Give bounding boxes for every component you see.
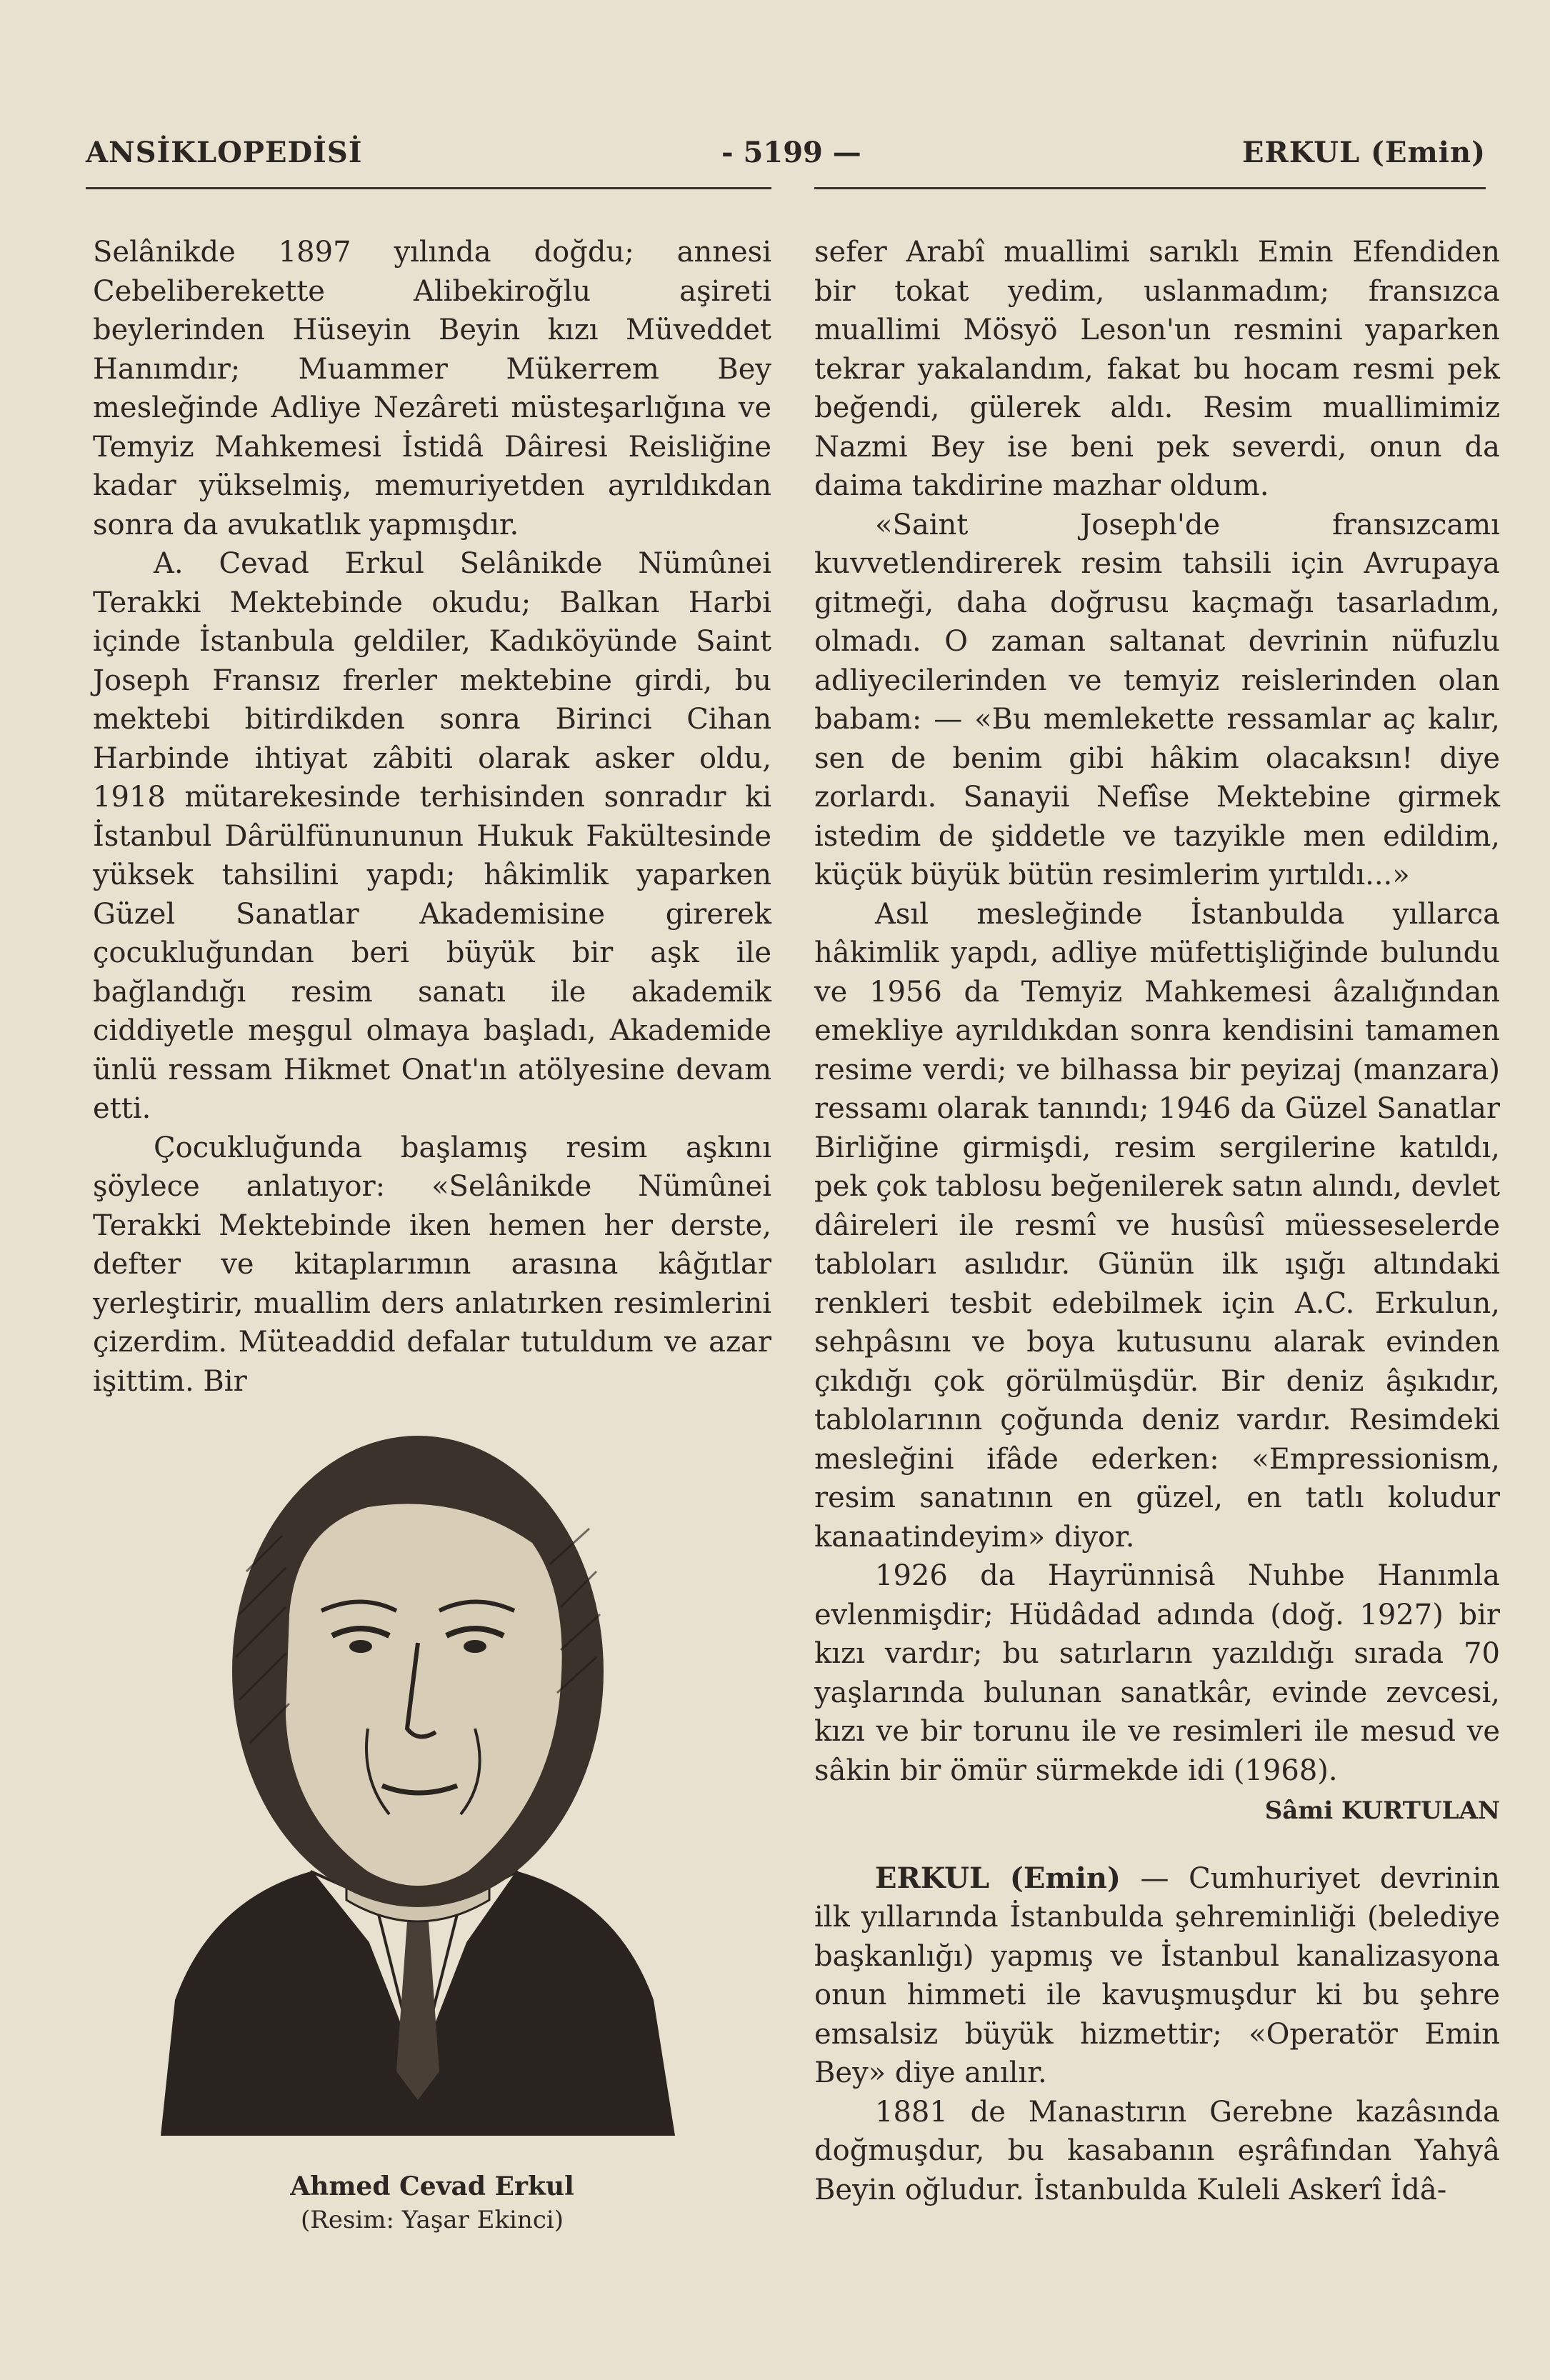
paragraph: Çocukluğunda başlamış resim aşkını şöylece anlatıyor: «Selânikde Nümûnei Terakki Mektebinde iken hemen her derste, defter ve kitaplarımın arasına kâğıtlar yerleştirir, muallim ders anlatırken resimlerini çizerdim. Müteaddid defalar tutuldum ve azar işittim. Bir xyxy=(93,1131,771,1398)
author-signature: Sâmi KURTULAN xyxy=(1264,1796,1500,1825)
figure-caption-name: Ahmed Cevad Erkul xyxy=(290,2171,574,2201)
paragraph: «Saint Joseph'de fransızcamı kuvvetlendirerek resim tahsili için Avrupaya gitmeği, daha doğrusu kaçmağı tasarladım, olmadı. O zaman saltanat devrinin nüfuzlu adliyecilerinden ve temyiz reislerinden olan babam: — «Bu memlekette ressamlar aç kalır, sen de benim gibi hâkim olacaksın! diye zorlardı. Sanayii Nefîse Mektebine girmek istedim de şiddetle ve tazyikle men edildim, küçük büyük bütün resimlerim yırtıldı...» xyxy=(814,508,1500,891)
page-number: - 5199 — xyxy=(721,136,861,169)
paragraph: sefer Arabî muallimi sarıklı Emin Efendiden bir tokat yedim, uslanmadım; fransızca muallimi Mösyö Leson'un resmini yaparken tekrar yakalandım, fakat bu hocam resmi pek beğendi, gülerek aldı. Resim muallimimiz Nazmi Bey ise beni pek severdi, onun da daima takdirine mazhar oldum. xyxy=(814,236,1500,502)
running-title: ANSİKLOPEDİSİ xyxy=(86,136,363,169)
paragraph: A. Cevad Erkul Selânikde Nümûnei Terakki Mektebinde okudu; Balkan Harbi içinde İstanbula geldiler, Kadıköyünde Saint Joseph Fransız frerler mektebine girdi, bu mektebi bitirdikden sonra Birinci Cihan Harbinde ihtiyat zâbiti olarak asker oldu, 1918 mütarekesinde terhisinden sonradır ki İstanbul Dârülfünununun Hukuk Fakültesinde yüksek tahsilini yapdı; hâkimlik yaparken Güzel Sanatlar Akademisine girerek çocukluğundan beri büyük bir aşk ile bağlandığı resim sanatı ile akademik ciddiyetle meşgul olmaya başladı, Akademide ünlü ressam Hikmet Onat'ın atölyesine devam etti. xyxy=(93,547,771,1125)
left-column xyxy=(93,233,771,1401)
entry-text: — Cumhuriyet devrinin ilk yıllarında İstanbulda şehreminliği (belediye başkanlığı) yapmış ve İstanbul kanalizasyona onun himmeti ile kavuşmuşdur ki bu şehre emsalsiz büyük hizmettir; «Operatör Emin Bey» diye anılır. xyxy=(814,1861,1500,2089)
figure-caption-credit: (Resim: Yaşar Ekinci) xyxy=(300,2206,564,2234)
right-column xyxy=(814,233,1500,2209)
paragraph: Selânikde 1897 yılında doğdu; annesi Cebeliberekette Alibekiroğlu aşireti beylerinden Hüseyin Beyin kızı Müveddet Hanımdır; Muammer Mükerrem Bey mesleğinde Adliye Nezâreti müsteşarlığına ve Temyiz Mahkemesi İstidâ Dâiresi Reisliğine kadar yükselmiş, memuriyetden ayrıldıkdan sonra da avukatlık yapmışdır. xyxy=(93,236,771,541)
entry-paragraph xyxy=(814,1859,1500,2093)
paragraph: Asıl mesleğinde İstanbulda yıllarca hâkimlik yapdı, adliye müfettişliğinde bulundu ve 1956 da Temyiz Mahkemesi âzalığından emekliye ayrıldıkdan sonra kendisini tamamen resime verdi; ve bilhassa bir peyizaj (manzara) ressamı olarak tanındı; 1946 da Güzel Sanatlar Birliğine girmişdi, resim sergilerine katıldı, pek çok tablosu beğenilerek satın alındı, devlet dâireleri ile resmî ve husûsî müesseselerde tabloları asılıdır. Günün ilk ışığı altındaki renkleri tesbit edebilmek için A.C. Erkulun, sehpâsını ve boya kutusunu alarak evinden çıkdığı çok görülmüşdür. Bir deniz âşıkıdır, tablolarının çoğunda deniz vardır. Resimdeki mesleğini ifâde ederken: «Empressionism, resim sanatının en güzel, en tatlı koludur kanaatindeyim» diyor. xyxy=(814,897,1500,1554)
paragraph: 1881 de Manastırın Gerebne kazâsında doğmuşdur, bu kasabanın eşrâfından Yahyâ Beyin oğludur. İstanbulda Kuleli Askerî İdâ- xyxy=(814,2095,1500,2206)
paragraph: 1926 da Hayrünnisâ Nuhbe Hanımla evlenmişdir; Hüdâdad adında (doğ. 1927) bir kızı vardır; bu satırların yazıldığı sırada 70 yaşlarında bulunan sanatkâr, evinde zevcesi, kızı ve bir torunu ile ve resimleri ile mesud ve sâkin bir ömür sürmekde idi (1968). xyxy=(814,1559,1500,1787)
header-rule-right xyxy=(814,187,1486,189)
running-entry: ERKUL (Emin) xyxy=(1242,136,1486,169)
header-rule-left xyxy=(86,187,771,189)
entry-headword: ERKUL (Emin) xyxy=(875,1861,1121,1895)
page-header xyxy=(86,136,1486,179)
spacer xyxy=(814,1831,1500,1859)
portrait-illustration xyxy=(132,1357,689,2171)
